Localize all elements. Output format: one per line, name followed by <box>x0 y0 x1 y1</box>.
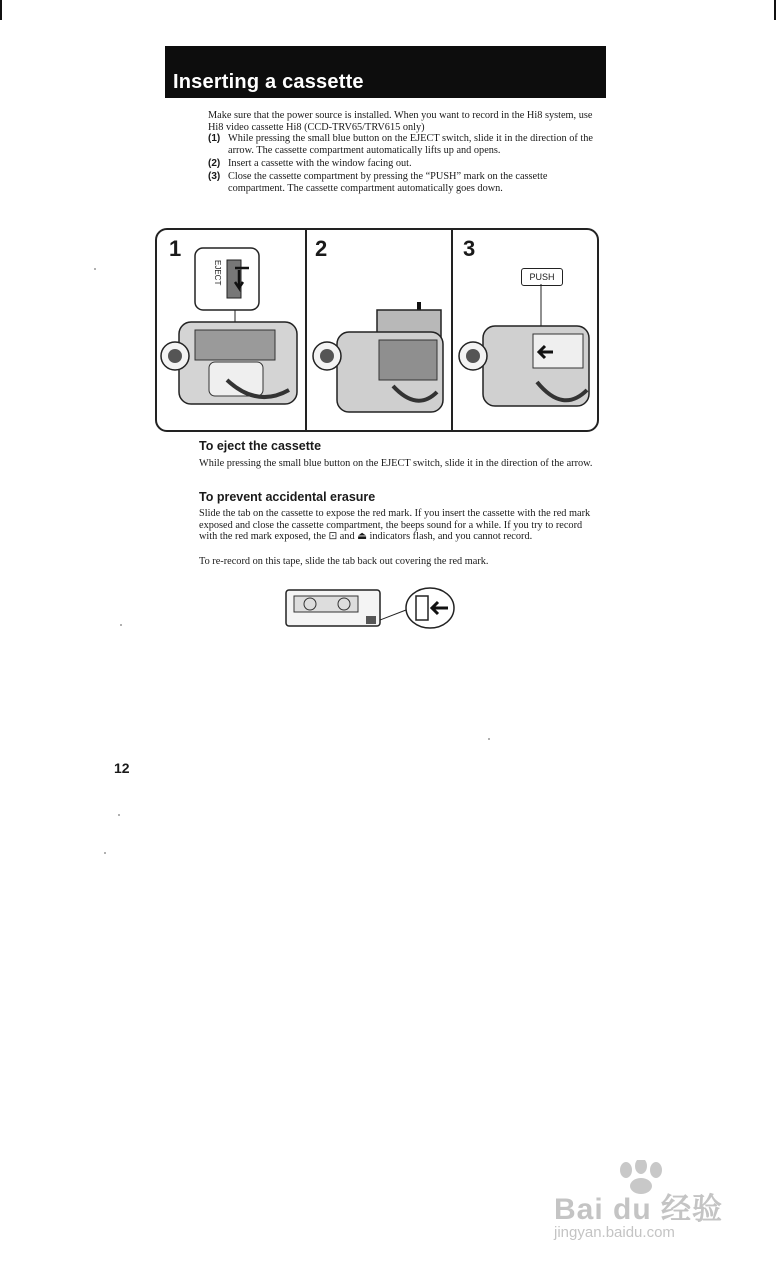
page-edge-mark <box>0 0 2 20</box>
cassette-tab-illustration <box>282 584 458 632</box>
insert-cassette-illustration <box>307 230 451 430</box>
section-header-bar <box>165 46 606 98</box>
eject-heading: To eject the cassette <box>199 439 322 453</box>
panel-number: 3 <box>463 236 476 261</box>
scan-speck <box>104 852 106 854</box>
step-item <box>208 133 600 157</box>
scan-speck <box>120 624 122 626</box>
push-label: PUSH <box>521 268 563 286</box>
erasure-heading: To prevent accidental erasure <box>199 490 376 504</box>
page-edge-mark <box>774 0 776 20</box>
scan-speck <box>94 268 96 270</box>
figure-panel-2 <box>307 230 451 430</box>
erasure-text: Slide the tab on the cassette to expose the red mark. If you insert the cassette with the red mark exposed and close the cassette compartment, the beeps sound for a while. If you try to record with the red mark exposed, the ⊡ and ⏏ indicators flash, and you cannot record. <box>199 508 591 542</box>
figure-panel-3 <box>453 230 597 430</box>
step-number: (1) <box>208 133 221 144</box>
step-list <box>208 133 600 196</box>
intro-paragraph: Make sure that the power source is installed. When you want to record in the Hi8 system, use Hi8 video cassette Hi8 (CCD-TRV65/TRV615 only) <box>208 110 593 133</box>
step-text: While pressing the small blue button on the EJECT switch, slide it in the direction of the arrow. The cassette compartment automatically lifts up and opens. <box>228 133 594 156</box>
figure-panel-1 <box>157 230 305 430</box>
camcorder-figure <box>155 228 599 432</box>
step-text: Insert a cassette with the window facing out. <box>228 158 412 169</box>
watermark-logo: Bai du 经验 <box>554 1193 724 1226</box>
rerecord-text: To re-record on this tape, slide the tab back out covering the red mark. <box>199 556 489 567</box>
watermark-url: jingyan.baidu.com <box>554 1224 675 1241</box>
baidu-watermark <box>552 1160 742 1250</box>
page-number: 12 <box>114 760 130 776</box>
step-item <box>208 158 600 170</box>
eject-label: EJECT <box>213 260 222 286</box>
close-compartment-illustration <box>453 230 597 430</box>
step-number: (3) <box>208 171 221 182</box>
scan-speck <box>118 814 120 816</box>
step-number: (2) <box>208 158 221 169</box>
step-text: Close the cassette compartment by pressing the “PUSH” mark on the cassette compartment. The cassette compartment automatically goes down. <box>228 171 548 194</box>
panel-number: 2 <box>315 236 328 261</box>
step-item <box>208 171 600 195</box>
eject-illustration <box>157 230 305 430</box>
scan-speck <box>488 738 490 740</box>
panel-number: 1 <box>169 236 182 261</box>
eject-text: While pressing the small blue button on the EJECT switch, slide it in the direction of the arrow. <box>199 458 593 469</box>
page-title: Inserting a cassette <box>173 71 364 93</box>
